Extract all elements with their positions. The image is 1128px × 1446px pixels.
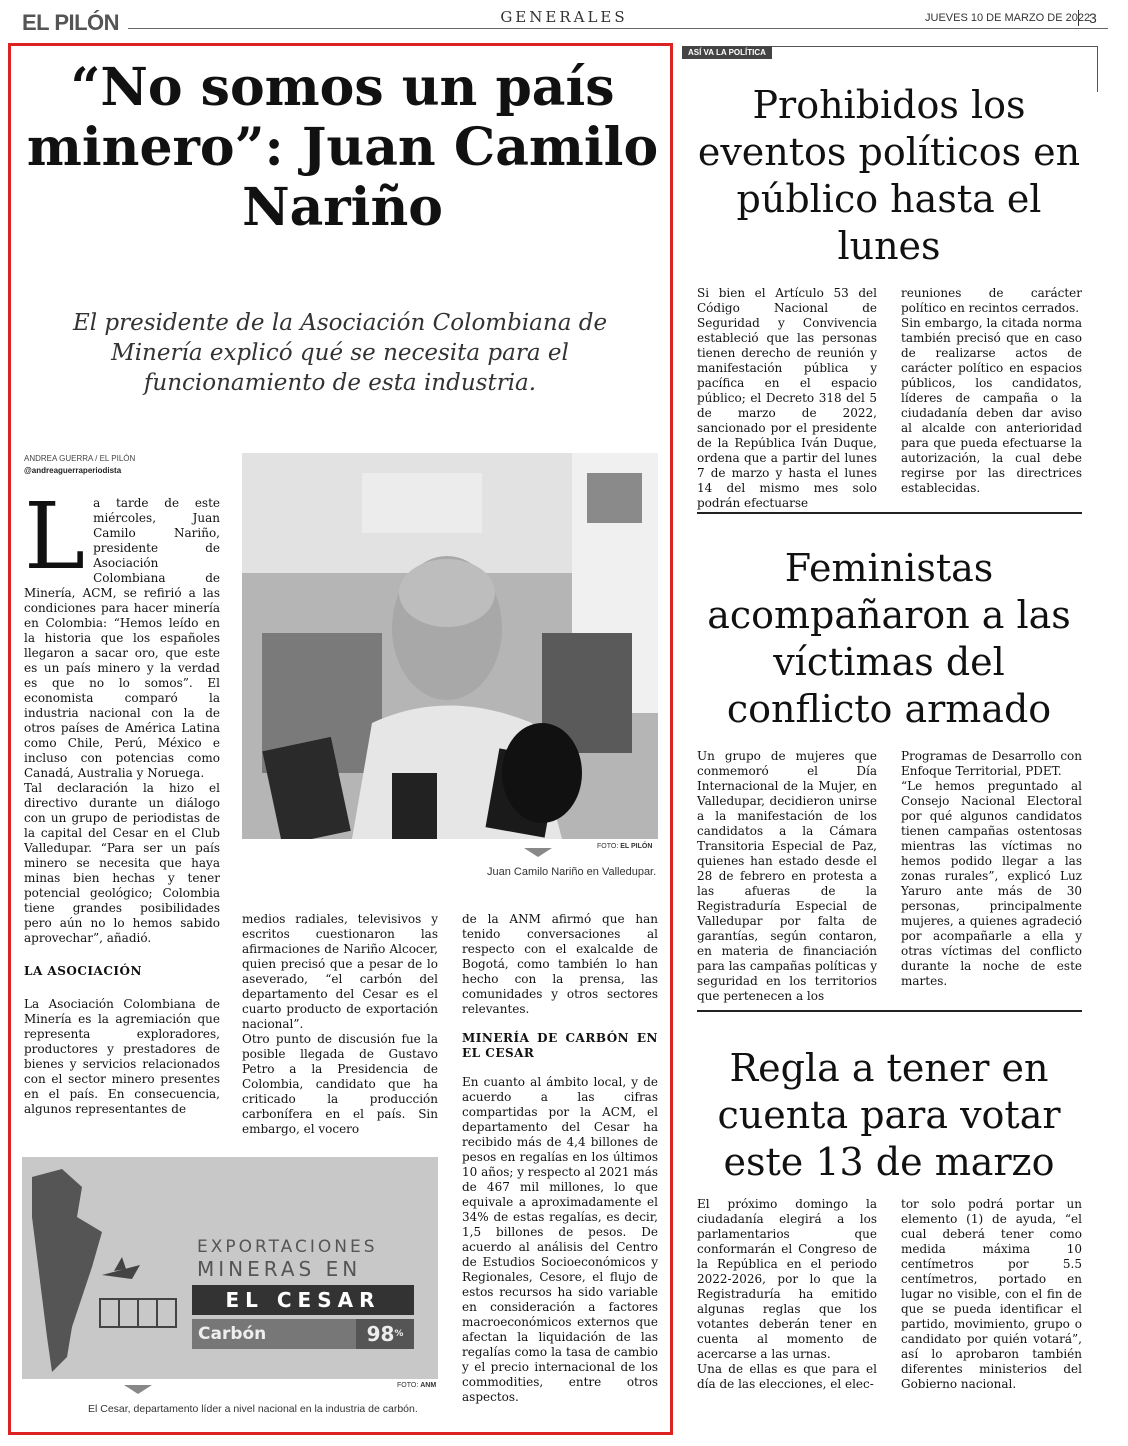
sidebar-story-2-col-2: Programas de Desarrollo con Enfoque Territorial, PDET. “Le hemos preguntado al Consejo Nacional Electoral por qué algunos candidatos tienen campañas ostentosas mientras las víctimas no hemos podido llegar a las zonas rurales”, explicó Luz Yaruro ante más de 30 personas, principalmente mujeres, a quienes agradeció por acompañarle a ella y otras víctimas del conflicto durante la noche de este martes. — [901, 749, 1082, 988]
sidebar-headline-1: Prohibidos los eventos políticos en público hasta el lunes — [697, 83, 1081, 268]
airplane-icon — [102, 1257, 140, 1279]
article-paragraph: Tal declaración la hizo el directivo durante un diálogo con un grupo de periodistas de la capital del Cesar en el Club Valledupar. “Para ser un país minero se necesita que haya minas bien hechas y tener potencial geológico; Colombia tiene grandes posibilidades pero aún no lo hemos sabido aprovechar”, añadió. — [24, 781, 220, 945]
sidebar-story-1-col-1: Si bien el Artículo 53 del Código Nacional de Seguridad y Convivencia estableció que las personas tienen derecho de reunión y manifestación pública y pacífica en el espacio público; el Decreto 318 del 5 de marzo de 2022, sancionado por el presidente de la República Iván Duque, ordena que a partir del lunes 7 de marzo y hasta el lunes 14 del mismo mes solo podrán efectuarse — [697, 286, 877, 510]
drop-cap: L — [24, 483, 86, 590]
sidebar-separator — [697, 1010, 1082, 1012]
photo-illustration — [242, 453, 658, 839]
byline-author: ANDREA GUERRA / EL PILÓN — [24, 454, 136, 463]
photo-credit: FOTO: EL PILÓN — [597, 843, 653, 850]
graphic-caption-pointer-icon — [124, 1385, 152, 1394]
section-name: GENERALES — [500, 8, 628, 26]
article-paragraph: a tarde de este miércoles, Juan Camilo Nariño, presidente de Asociación Colombiana de Minería, ACM, se refirió a las condiciones para hacer minería en Colombia: “Hemos leído en la historia que los españoles llegaron a sacar oro, que este es un país minero y la verdad es que no lo somos”. El economista comparó la industria nacional con la de otros países de América Latina como Chile, Perú, México e incluso con potencias como Canadá, Australia y Noruega. — [24, 496, 220, 780]
graphic-stat-label: Carbón — [198, 1324, 267, 1344]
graphic-title-line-2: MINERAS EN — [197, 1257, 362, 1281]
newspaper-logo: EL PILÓN — [22, 10, 120, 35]
byline — [24, 453, 135, 477]
article-paragraph: de la ANM afirmó que han tenido conversaciones al respecto con el exalcalde de Bogotá, como también lo han hecho con la prensa, las comunidades y otros sectores relevantes. — [462, 912, 658, 1016]
sidebar-separator — [697, 512, 1082, 514]
sidebar-story-2-col-1: Un grupo de mujeres que conmemoró el Día Internacional de la Mujer, en Valledupar, decidieron unirse a la manifestación de los candidatos a la Cámara Transitoria Especial de Paz, quienes han estado desde el 28 de febrero en protesta a las afueras de la Registraduría Especial de Valledupar por falta de garantías, según contaron, en materia de financiación para las campañas políticas y seguridad en los territorios que pertenecen a los — [697, 749, 877, 1003]
graphic-stat-value: 98% — [356, 1319, 414, 1349]
sidebar-headline-2: Feministas acompañaron a las víctimas del conflicto armado — [707, 546, 1071, 731]
article-column-1 — [24, 483, 220, 1117]
article-paragraph: La Asociación Colombiana de Minería es la agremiación que representa exploradores, productores y prestadores de bienes y servicios relacionados con el sector minero presentes en el país. En consecuencia, algunos representantes de — [24, 997, 220, 1116]
graphic-title-line-3: EL CESAR — [192, 1285, 414, 1315]
sidebar-story-3-col-2: tor solo podrá portar un elemento (1) de ayuda, “el cual deberá tener como medida máxima 10 centímetros por 5.5 centímetros, portado en lugar no visible, con el fin de que se pueda identificar el partido, movimiento, grupo o candidato por quién votará”, así lo aprobaron también diferentes ministerios del Gobierno nacional. — [901, 1197, 1082, 1391]
subhead-asociacion: LA ASOCIACIÓN — [24, 964, 142, 978]
issue-date: JUEVES 10 DE MARZO DE 2022 — [925, 12, 1091, 24]
graphic-caption: El Cesar, departamento líder a nivel nacional en la industria de carbón. — [88, 1403, 418, 1415]
main-headline: “No somos un país minero”: Juan Camilo Nariño — [26, 57, 659, 238]
byline-handle: @andreaguerraperiodista — [24, 466, 122, 475]
sidebar-corner-rule — [1097, 46, 1098, 92]
article-column-2 — [242, 912, 438, 1137]
subhead-mineria: MINERÍA DE CARBÓN EN EL CESAR — [462, 1031, 658, 1060]
main-photo — [242, 453, 658, 839]
graphic-stat-row — [192, 1319, 414, 1349]
sidebar-headline-3: Regla a tener en cuenta para votar este 13 de marzo — [717, 1046, 1061, 1184]
main-dek: El presidente de la Asociación Colombiana de Minería explicó qué se necesita para el funcionamiento de esta industria. — [72, 310, 608, 396]
photo-caption: Juan Camilo Nariño en Valledupar. — [487, 866, 657, 878]
exports-infographic — [22, 1157, 438, 1379]
article-paragraph: Otro punto de discusión fue la posible llegada de Gustavo Petro a la Presidencia de Colombia, candidato que ha criticado la producción carbonífera en el país. Sin embargo, el vocero — [242, 1032, 438, 1136]
graphic-title-line-1: EXPORTACIONES — [197, 1237, 378, 1257]
sidebar-tag: ASÍ VA LA POLÍTICA — [682, 46, 772, 59]
article-column-3 — [462, 912, 658, 1405]
masthead-rule — [128, 28, 1108, 29]
sidebar-story-1-col-2: reuniones de carácter político en recintos cerrados. Sin embargo, la citada norma también precisó que en caso de realizarse actos de carácter político en espacios públicos, los candidatos, líderes de campaña o la ciudadanía deben dar aviso al alcalde con anterioridad para que pueda efectuarse la autorización, la cual debe regirse por las directrices establecidas. — [901, 286, 1082, 495]
article-paragraph: En cuanto al ámbito local, y de acuerdo a las cifras compartidas por la ACM, el departamento del Cesar ha recibido más de 4,4 billones de pesos en regalías en los últimos 10 años; y respecto al 2021 más de 467 mil millones, lo que equivale a aproximadamente el 34% de estas regalías, es decir, 1,5 billones de pesos. De acuerdo al análisis del Centro de Estudios Socioeconómicos y Regionales, Cesore, el flujo de estos recursos ha sido variable en consideración a factores macroeconómicos externos que afectan la liquidación de las regalías como la tasa de cambio y el precio internacional de los commodities, entre otros aspectos. — [462, 1075, 659, 1404]
graphic-credit: FOTO: ANM — [397, 1382, 437, 1389]
cargo-containers-icon — [100, 1299, 176, 1327]
page-number: 3 — [1078, 10, 1097, 26]
sidebar-story-3-col-1: El próximo domingo la ciudadanía elegirá a los parlamentarios que conformarán el Congreso de la República en el periodo 2022-2026, por lo que la Registraduría ha emitido algunas reglas que los votantes deberán tener en cuenta al momento de acercarse a las urnas. Una de ellas es que para el día de las elecciones, el elec- — [697, 1197, 877, 1391]
caption-pointer-icon — [524, 848, 552, 857]
article-paragraph: medios radiales, televisivos y escritos cuestionaron las afirmaciones de Nariño Alcocer, quien precisó que a pesar de lo aseverado, “el carbón del departamento del Cesar es el cuarto producto de exportación nacional”. — [242, 912, 438, 1031]
